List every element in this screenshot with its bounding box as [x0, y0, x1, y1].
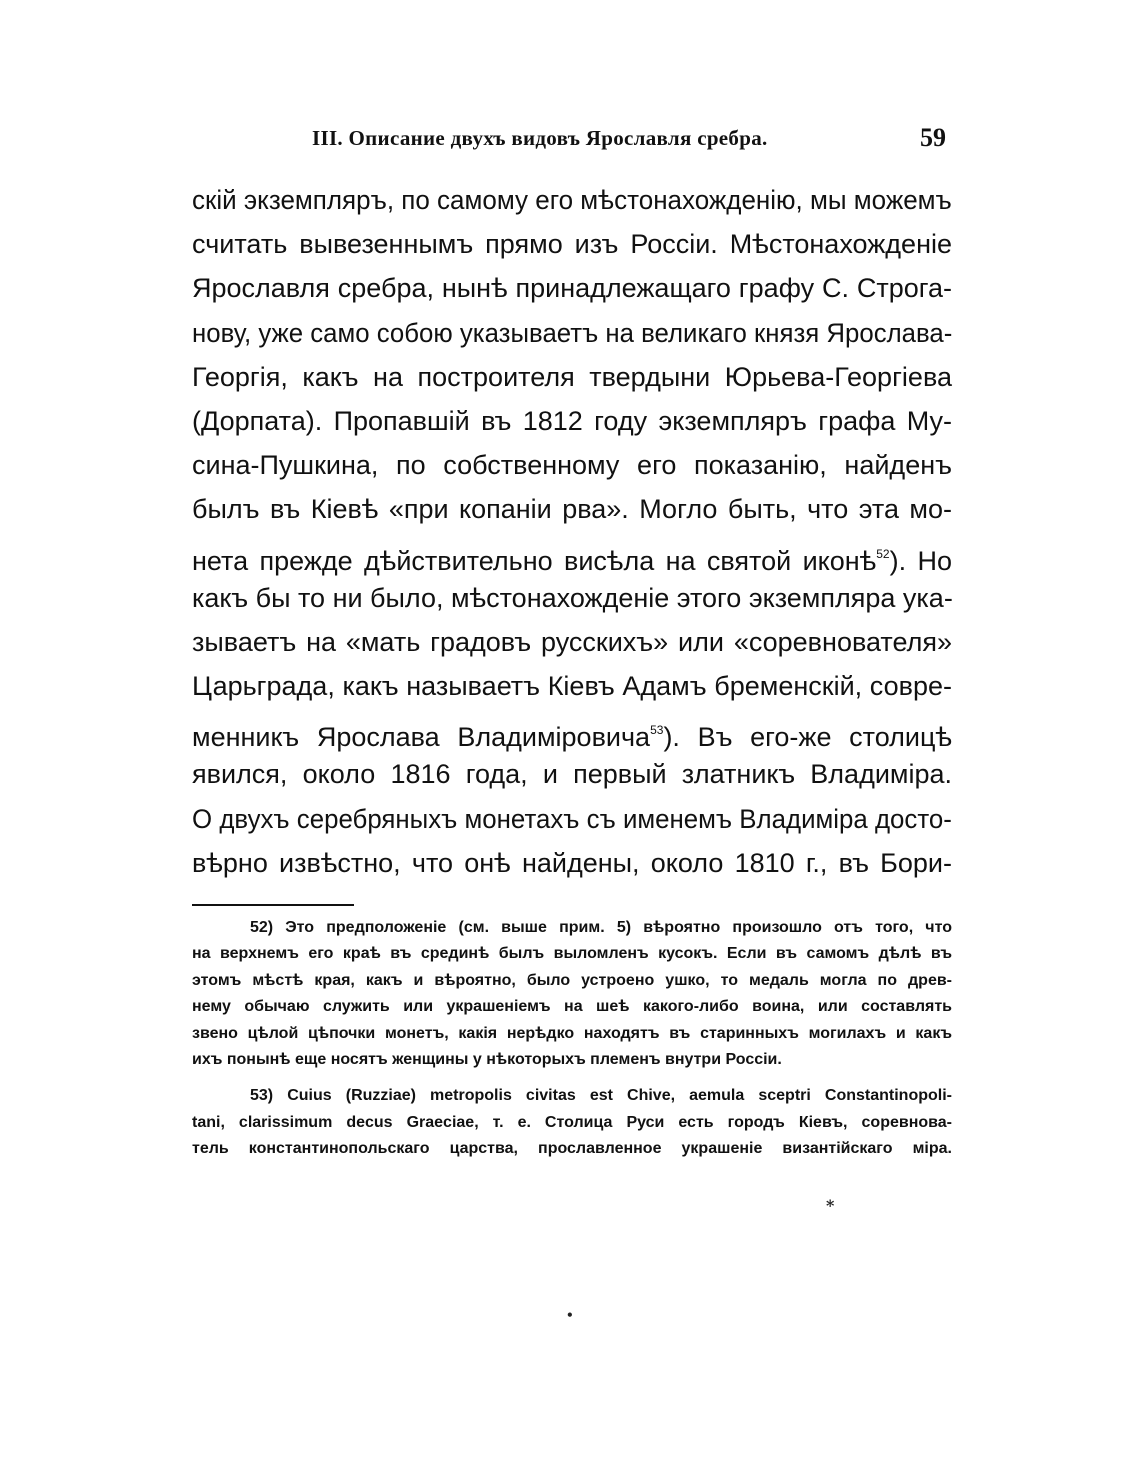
text-line: считать вывезеннымъ прямо изъ Россіи. Мѣстонахожденіе	[192, 229, 952, 260]
footnote-line: звено цѣлой цѣпочки монетъ, какія нерѣдко находятъ въ старинныхъ могилахъ и какъ	[192, 1024, 952, 1042]
footnote-line: на верхнемъ его краѣ въ срединѣ былъ выломленъ кусокъ. Если въ самомъ дѣлѣ въ	[192, 945, 952, 963]
text-line: скій экземпляръ, по самому его мѣстонахожденію, мы можемъ	[192, 185, 952, 215]
footnote-line: нему обычаю служить или украшеніемъ на шеѣ какого-либо воина, или составлять	[192, 998, 952, 1016]
text-segment: ). Но	[889, 545, 952, 576]
footnote-52	[192, 915, 952, 1073]
text-line: Георгія, какъ на построителя твердыни Юрьева-Георгіева	[192, 361, 952, 392]
printer-dot-mark: •	[566, 1308, 574, 1322]
text-line-with-note	[192, 532, 952, 576]
text-line: какъ бы то ни было, мѣстонахожденіе этого экземпляра ука-	[192, 582, 953, 613]
text-line: О двухъ серебряныхъ монетахъ съ именемъ Владиміра досто-	[192, 803, 952, 834]
text-line: нову, уже само собою указываетъ на великаго князя Ярослава-	[192, 317, 953, 348]
text-line: былъ въ Кіевѣ «при копаніи рва». Могло быть, что эта мо-	[192, 494, 952, 525]
text-line: Ярославля сребра, нынѣ принадлежащаго графу С. Строга-	[192, 273, 952, 304]
text-line: зываетъ на «мать градовъ русскихъ» или «соревнователя»	[192, 626, 952, 657]
chapter-title: III. Описание двухъ видовъ Ярославля сребра.	[312, 126, 768, 150]
text-segment: менникъ Ярослава Владиміровича	[192, 722, 651, 753]
text-line-with-note	[192, 708, 952, 752]
footnote-ref-52[interactable]: 52	[876, 546, 890, 561]
text-segment: нета прежде дѣйствительно висѣла на святой иконѣ	[192, 545, 877, 576]
footnote-divider	[192, 904, 354, 906]
footnotes	[192, 915, 952, 1163]
page-number: 59	[920, 123, 946, 152]
footnote-gap	[192, 1073, 952, 1083]
asterisk-mark: *	[826, 1196, 835, 1215]
footnote-line: tani, clarissimum decus Graeciae, т. е. Столица Руси есть городъ Кіевъ, соревнова-	[192, 1113, 952, 1131]
text-segment: ). Въ его-же столицѣ	[663, 722, 952, 753]
running-head	[312, 123, 952, 160]
footnote-line: 52) Это предположеніе (см. выше прим. 5) вѣроятно произошло отъ того, что	[250, 919, 952, 936]
text-line: явился, около 1816 года, и первый златникъ Владиміра.	[192, 759, 952, 790]
text-line: Царьграда, какъ называетъ Кіевъ Адамъ бременскій, совре-	[192, 671, 952, 702]
footnote-53	[192, 1083, 952, 1162]
text-line: вѣрно извѣстно, что онѣ найдены, около 1810 г., въ Бори-	[192, 847, 952, 878]
footnote-line: этомъ мѣстѣ края, какъ и вѣроятно, было устроено ушко, то медаль могла по древ-	[192, 971, 952, 989]
text-line: (Дорпата). Пропавшій въ 1812 году экземпляръ графа Му-	[192, 405, 952, 436]
text-line: сина-Пушкина, по собственному его показанію, найденъ	[192, 450, 952, 481]
footnote-ref-53[interactable]: 53	[650, 723, 664, 738]
main-text	[192, 178, 952, 885]
footnote-line: ихъ понынѣ еще носятъ женщины у нѣкоторыхъ племенъ внутри Россіи.	[192, 1050, 782, 1068]
footnote-line: 53) Cuius (Ruzziae) metropolis civitas est Chive, aemula sceptri Constantinopoli-	[250, 1087, 952, 1105]
footnote-line: тель константинопольскаго царства, прославленное украшеніе византійскаго міра.	[192, 1140, 952, 1158]
